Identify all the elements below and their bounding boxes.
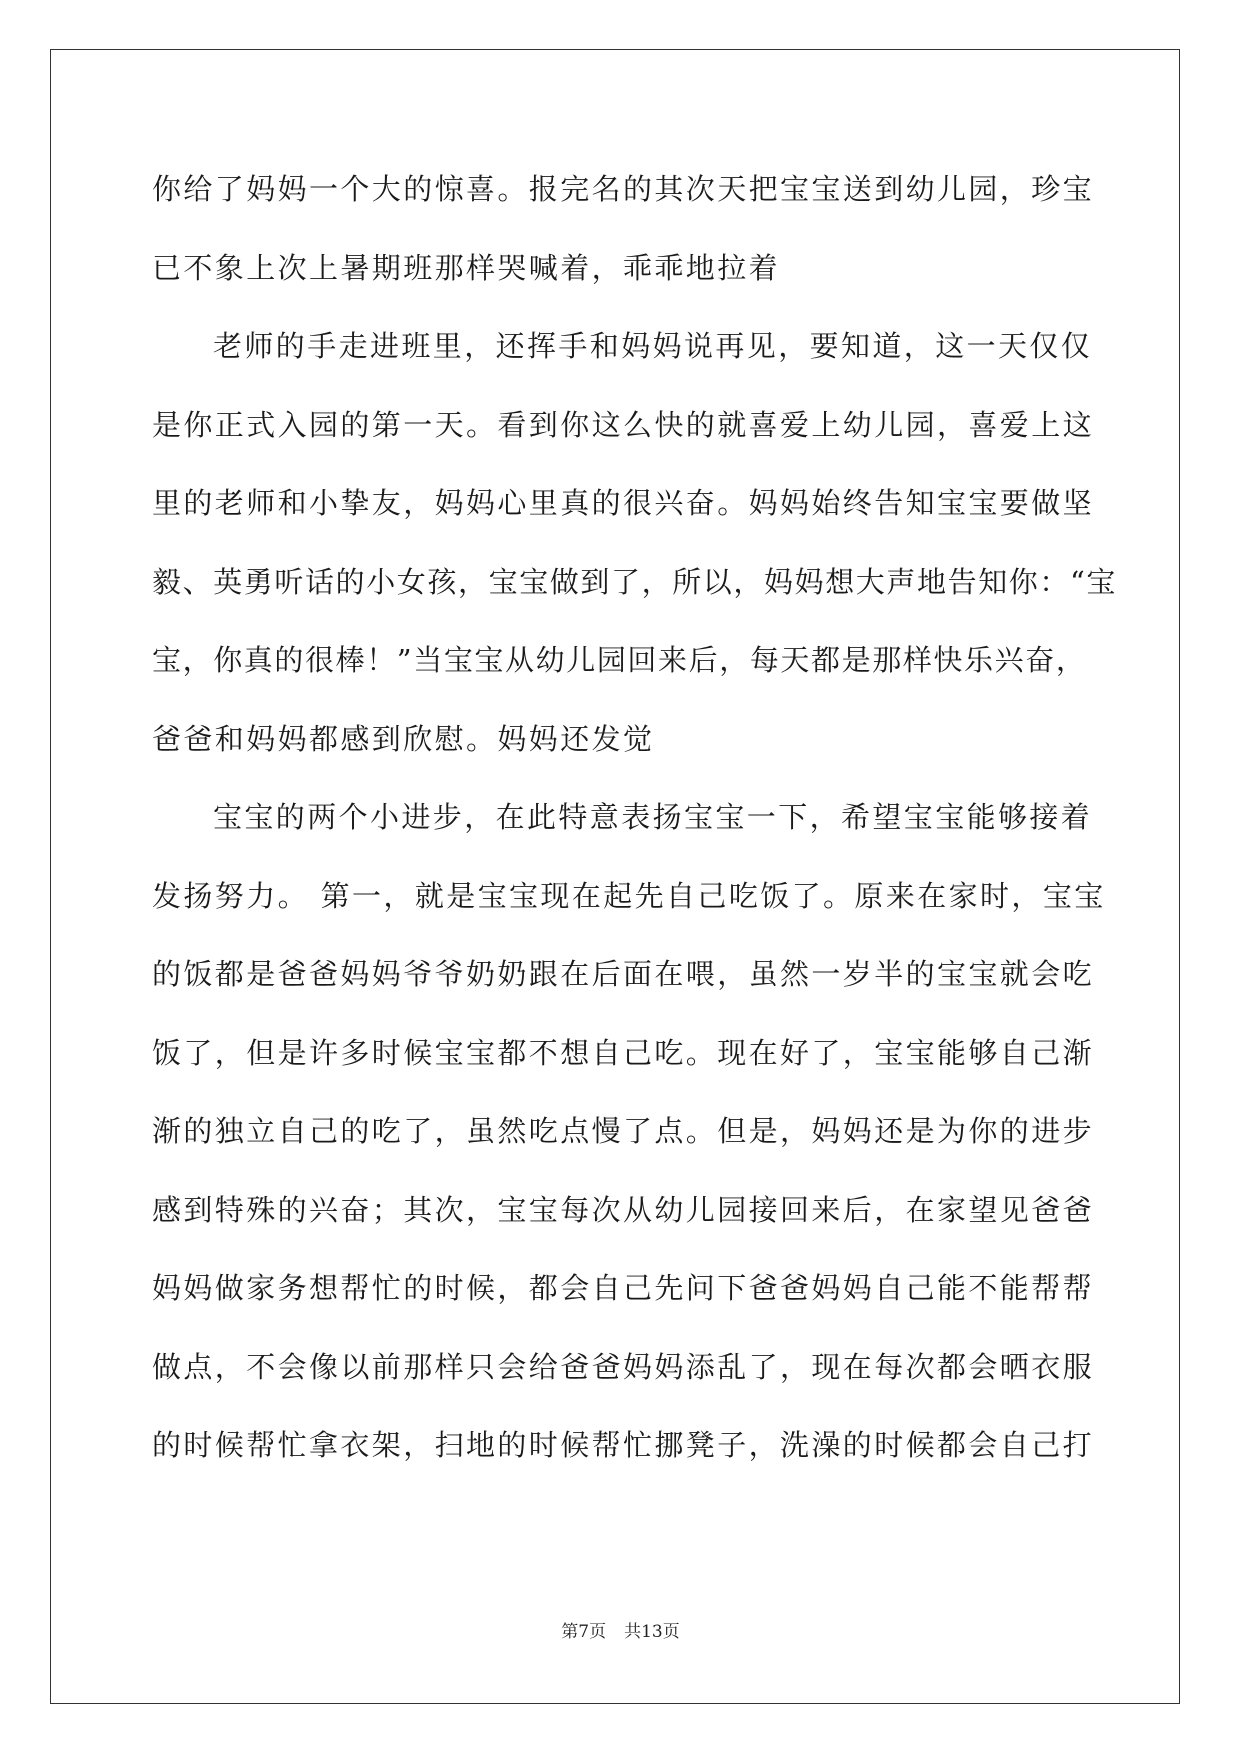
text-line: 渐的独立自己的吃了，虽然吃点慢了点。但是，妈妈还是为你的进步 bbox=[152, 1114, 1095, 1148]
text-line: 你给了妈妈一个大的惊喜。报完名的其次天把宝宝送到幼儿园，珍宝 bbox=[152, 172, 1095, 206]
text-line: 饭了，但是许多时候宝宝都不想自己吃。现在好了，宝宝能够自己渐 bbox=[152, 1035, 1095, 1070]
page-number-current: 第7页 bbox=[561, 1622, 607, 1642]
text-line: 里的老师和小挚友，妈妈心里真的很兴奋。妈妈始终告知宝宝要做坚 bbox=[152, 486, 1095, 520]
text-line: 已不象上次上暑期班那样哭喊着，乖乖地拉着 bbox=[152, 250, 781, 285]
text-line-paragraph-start: 老师的手走进班里，还挥手和妈妈说再见，要知道，这一天仅仅 bbox=[213, 329, 1093, 363]
text-line: 的饭都是爸爸妈妈爷爷奶奶跟在后面在喂，虽然一岁半的宝宝就会吃 bbox=[152, 957, 1095, 991]
text-line: 做点，不会像以前那样只会给爸爸妈妈添乱了，现在每次都会晒衣服 bbox=[152, 1349, 1095, 1384]
text-line: 妈妈做家务想帮忙的时候，都会自己先问下爸爸妈妈自己能不能帮帮 bbox=[152, 1271, 1095, 1305]
text-line: 发扬努力。 第一，就是宝宝现在起先自己吃饭了。原来在家时，宝宝 bbox=[152, 878, 1106, 913]
text-line: 宝，你真的很棒！”当宝宝从幼儿园回来后，每天都是那样快乐兴奋， bbox=[152, 643, 1087, 677]
text-line: 是你正式入园的第一天。看到你这么快的就喜爱上幼儿园，喜爱上这 bbox=[152, 407, 1095, 442]
text-line: 感到特殊的兴奋；其次，宝宝每次从幼儿园接回来后，在家望见爸爸 bbox=[152, 1192, 1095, 1227]
text-line: 毅、英勇听话的小女孩，宝宝做到了，所以，妈妈想大声地告知你：“宝 bbox=[152, 564, 1118, 599]
text-line: 爸爸和妈妈都感到欣慰。妈妈还发觉 bbox=[152, 721, 655, 756]
text-line-paragraph-start: 宝宝的两个小进步，在此特意表扬宝宝一下，希望宝宝能够接着 bbox=[213, 800, 1093, 834]
text-line: 的时候帮忙拿衣架，扫地的时候帮忙挪凳子，洗澡的时候都会自己打 bbox=[152, 1428, 1095, 1462]
page-number-total: 共13页 bbox=[624, 1622, 680, 1642]
document-body bbox=[152, 162, 1118, 1497]
page-footer bbox=[0, 1617, 1241, 1642]
